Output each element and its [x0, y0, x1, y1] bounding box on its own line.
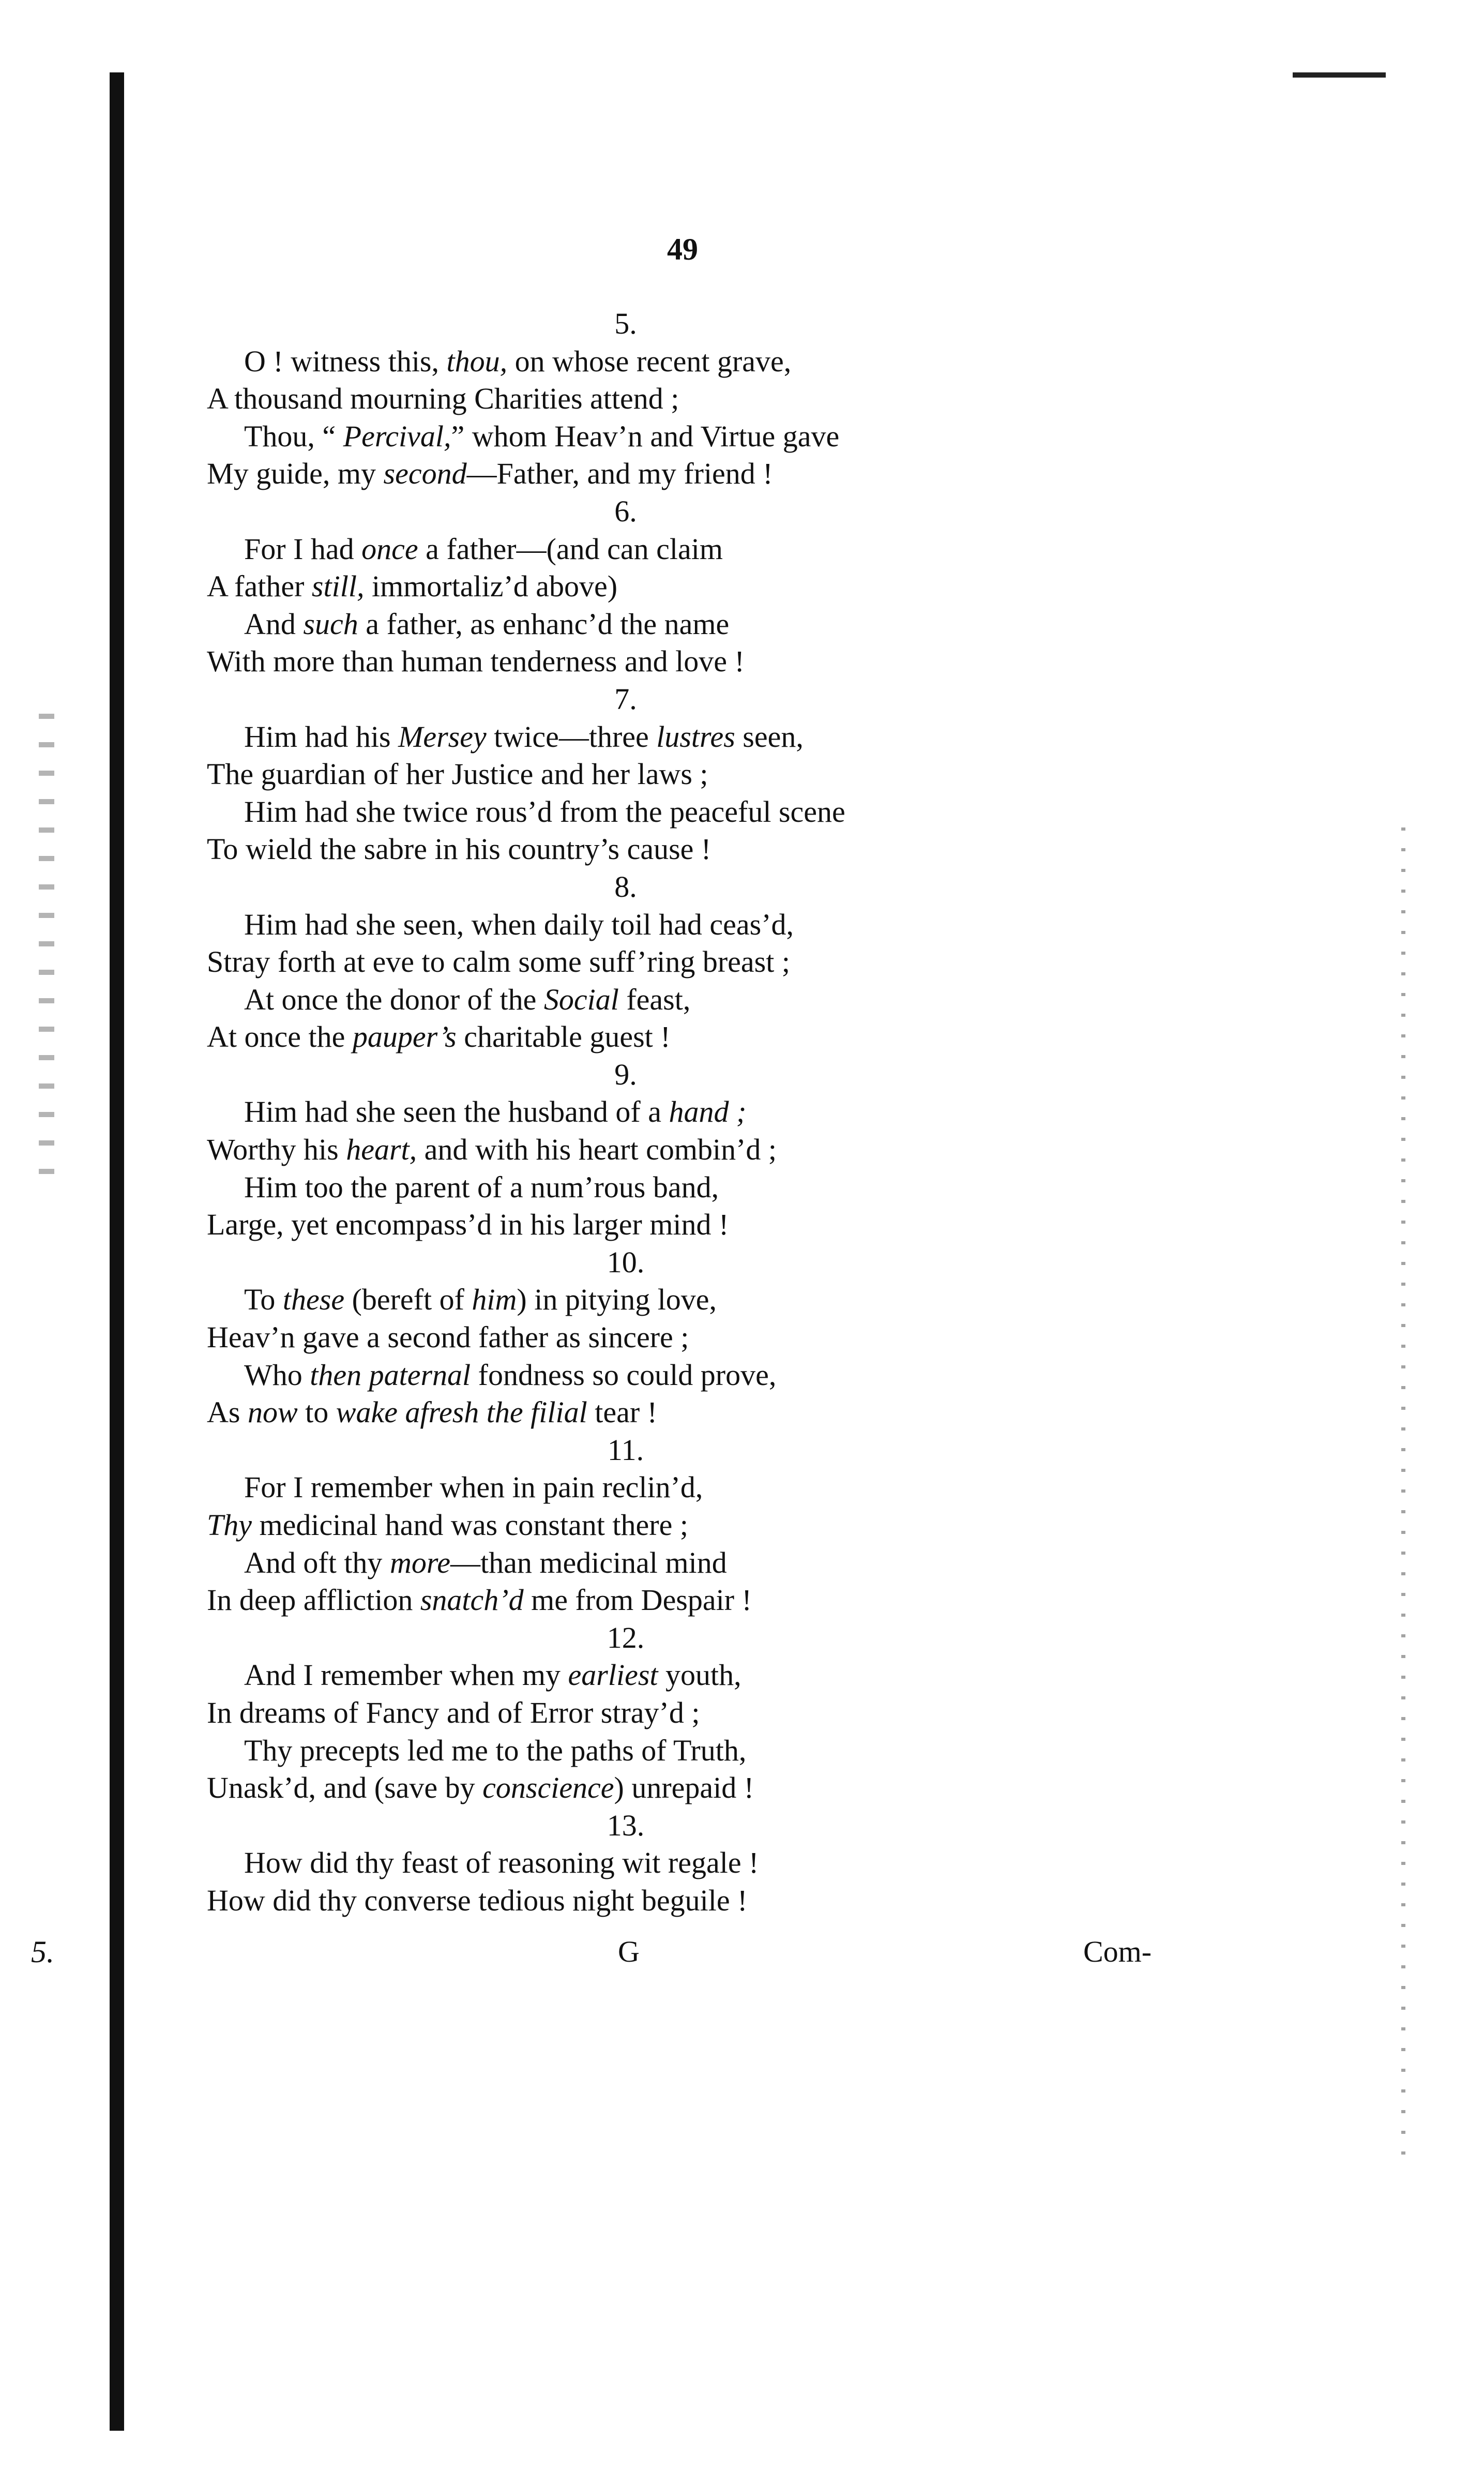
verse-segment: How did thy converse tedious night beguile !	[207, 1883, 748, 1917]
stanza-number: 12.	[607, 1620, 645, 1654]
verse-line	[207, 906, 1044, 944]
stanza-number: 10.	[607, 1245, 645, 1279]
stanza-number: 5.	[614, 307, 637, 340]
stanza-number: 8.	[614, 869, 637, 904]
verse-segment: And I remember when my	[244, 1658, 568, 1692]
verse-segment: a father—(and can claim	[418, 532, 723, 566]
verse-segment: conscience	[482, 1771, 614, 1805]
verse-segment: Him had she seen the husband of a	[244, 1095, 669, 1129]
verse-segment: Him had she twice rous’d from the peaceful scene	[244, 794, 845, 829]
verse-segment: My guide, my	[207, 457, 384, 491]
verse-segment: At once the	[207, 1020, 353, 1054]
verse-line	[207, 756, 1044, 793]
verse-segment: Who	[244, 1358, 310, 1392]
verse-segment: twice—three	[486, 719, 657, 754]
verse-line	[207, 1507, 1044, 1544]
verse-segment: ) in pitying love,	[517, 1283, 717, 1317]
verse-segment: to	[297, 1395, 336, 1429]
verse-line	[207, 718, 1044, 756]
verse-segment: fondness so could prove,	[471, 1358, 777, 1392]
verse-segment: Stray forth at eve to calm some suff’ring breast ;	[207, 945, 790, 979]
verse-segment: such	[303, 607, 358, 641]
verse-segment: Worthy his	[207, 1133, 346, 1167]
verse-line	[207, 606, 1044, 643]
verse-segment: And	[244, 607, 304, 641]
stanza-number: 7.	[614, 682, 637, 716]
verse-line	[207, 531, 1044, 568]
verse-segment: Mersey	[398, 719, 487, 754]
verse-segment: Him had his	[244, 719, 399, 754]
verse-segment: O ! witness this,	[244, 344, 447, 378]
verse-segment: At once the donor of the	[244, 982, 544, 1016]
verse-line	[207, 568, 1044, 606]
verse-segment: feast,	[618, 982, 691, 1016]
verse-line	[207, 1769, 1044, 1807]
verse-line	[207, 455, 1044, 493]
verse-segment: In deep affliction	[207, 1583, 420, 1617]
verse-segment: In dreams of Fancy and of Error stray’d ;	[207, 1695, 700, 1729]
verse-segment: heart,	[346, 1133, 417, 1167]
verse-line	[207, 1582, 1044, 1619]
verse-segment: youth,	[658, 1658, 741, 1692]
verse-segment: To	[244, 1283, 283, 1317]
verse-segment: Him had she seen, when daily toil had ceas’d,	[244, 907, 794, 941]
verse-segment: once	[361, 532, 418, 566]
verse-segment: Thy	[207, 1508, 252, 1542]
verse-line	[207, 1844, 1044, 1882]
verse-segment: Thou, “	[244, 419, 343, 453]
verse-segment: Heav’n gave a second father as sincere ;	[207, 1320, 689, 1354]
verse-segment: now	[247, 1395, 298, 1429]
verse-line	[207, 1018, 1044, 1056]
verse-line	[207, 1657, 1044, 1694]
verse-segment: afresh the filial	[405, 1395, 587, 1429]
verse-segment: wake	[336, 1395, 398, 1429]
verse-segment: For I remember when in pain reclin’d,	[244, 1470, 703, 1504]
verse-line	[207, 981, 1044, 1019]
poem-body	[207, 305, 1044, 1920]
verse-segment: ” whom Heav’n and Virtue gave	[451, 419, 840, 453]
verse-line	[207, 418, 1044, 456]
verse-segment	[398, 1395, 405, 1429]
verse-segment: A father	[207, 569, 312, 604]
verse-segment: lustres	[656, 719, 735, 754]
verse-segment: and with his heart combin’d ;	[417, 1133, 777, 1167]
verse-segment: still,	[311, 569, 365, 604]
verse-segment: then paternal	[310, 1358, 471, 1392]
verse-line	[207, 1732, 1044, 1770]
verse-segment: Social	[543, 982, 619, 1016]
verse-line	[207, 943, 1044, 981]
verse-segment: earliest	[568, 1658, 658, 1692]
verse-segment: seen,	[735, 719, 804, 754]
verse-line	[207, 1319, 1044, 1357]
verse-line	[207, 343, 1044, 381]
verse-segment: a father, as enhanc’d the name	[358, 607, 730, 641]
verse-segment: And oft thy	[244, 1545, 390, 1579]
verse-segment: ) unrepaid !	[614, 1771, 754, 1805]
verse-segment: thou,	[446, 344, 508, 378]
verse-segment: snatch’d	[420, 1583, 524, 1617]
verse-line	[207, 1206, 1044, 1244]
verse-line	[207, 1694, 1044, 1732]
verse-line	[207, 1544, 1044, 1582]
verse-line	[207, 1394, 1044, 1432]
page-number: 49	[667, 232, 698, 266]
verse-segment: Him too the parent of a num’rous band,	[244, 1170, 719, 1204]
verse-line	[207, 1882, 1044, 1920]
stanza-number: 9.	[614, 1057, 637, 1091]
verse-segment: (bereft of	[344, 1283, 472, 1317]
verse-segment: charitable guest !	[456, 1020, 671, 1054]
verse-line	[207, 1357, 1044, 1394]
verse-line	[207, 1093, 1044, 1131]
binding-gutter-bar	[110, 72, 124, 2431]
verse-line	[207, 1131, 1044, 1169]
verse-line	[207, 1469, 1044, 1507]
verse-line	[207, 831, 1044, 868]
verse-segment: As	[207, 1395, 248, 1429]
verse-segment: Unask’d, and (save by	[207, 1771, 483, 1805]
verse-line	[207, 1169, 1044, 1207]
verse-line	[207, 1281, 1044, 1319]
top-edge-mark	[1293, 72, 1386, 78]
verse-segment: these	[282, 1283, 345, 1317]
verse-line	[207, 643, 1044, 681]
signature-mark: G	[618, 1935, 640, 1968]
verse-segment: medicinal hand was constant there ;	[252, 1508, 688, 1542]
catchword: Com-	[1083, 1935, 1152, 1968]
verse-segment: immortaliz’d above)	[364, 569, 618, 604]
verse-segment: —Father, and my friend !	[466, 457, 773, 491]
verse-segment: —than medicinal mind	[450, 1545, 727, 1579]
verse-segment: For I had	[244, 532, 362, 566]
verse-segment: How did thy feast of reasoning wit regale !	[244, 1846, 759, 1880]
stanza-number: 11.	[607, 1433, 644, 1467]
stanza-number: 13.	[607, 1808, 645, 1842]
verse-line	[207, 380, 1044, 418]
verse-segment: Large, yet encompass’d in his larger mind !	[207, 1208, 729, 1242]
verse-segment: more	[389, 1545, 450, 1579]
verse-segment: With more than human tenderness and love !	[207, 644, 745, 679]
verse-line	[207, 793, 1044, 831]
margin-number: 5.	[31, 1935, 54, 1969]
verse-segment: me from Despair !	[523, 1583, 752, 1617]
verse-segment: The guardian of her Justice and her laws ;	[207, 757, 708, 791]
right-edge-dots	[1401, 827, 1405, 2172]
verse-segment: on whose recent grave,	[507, 344, 792, 378]
verse-segment: Percival,	[343, 419, 451, 453]
verse-segment: A thousand mourning Charities attend ;	[207, 382, 679, 416]
verse-segment: him	[472, 1283, 517, 1317]
stanza-number: 6.	[614, 494, 637, 528]
verse-segment: second	[383, 457, 467, 491]
verse-segment: pauper’s	[352, 1020, 457, 1054]
verse-segment: To wield the sabre in his country’s cause !	[207, 832, 711, 866]
verse-segment: hand ;	[669, 1095, 747, 1129]
left-margin-marks	[39, 714, 54, 1179]
verse-segment: Thy precepts led me to the paths of Truth,	[244, 1733, 747, 1767]
verse-segment: tear !	[587, 1395, 657, 1429]
